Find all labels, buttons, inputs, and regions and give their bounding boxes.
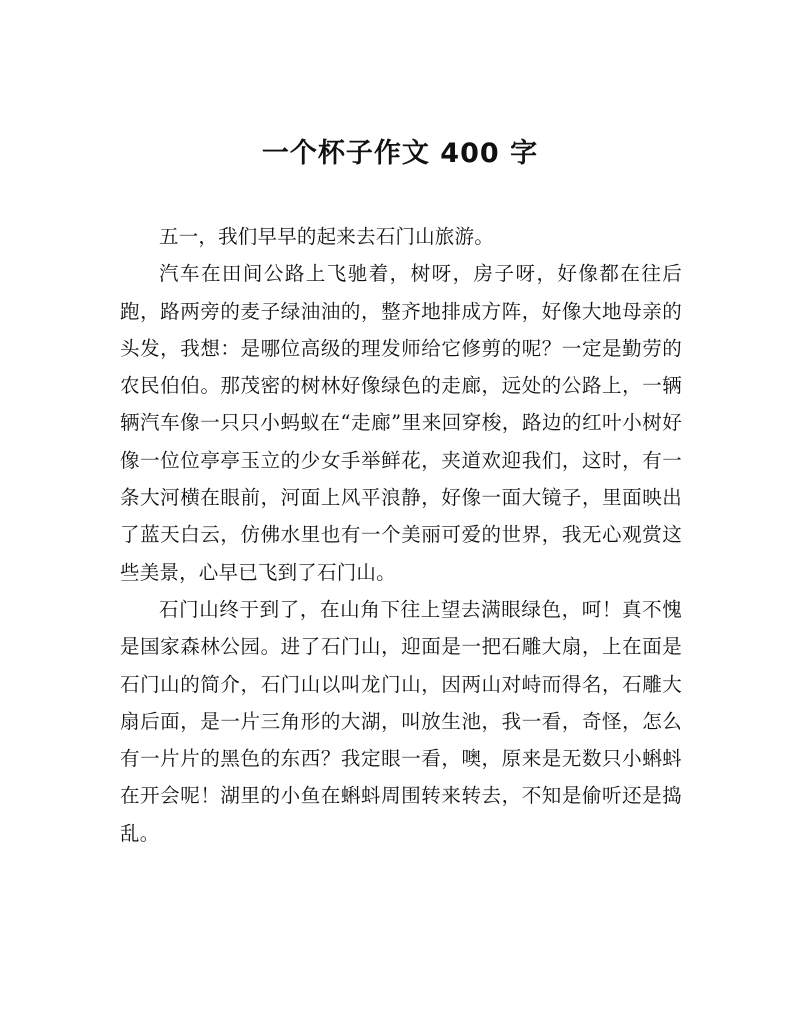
paragraph-2: 汽车在田间公路上飞驰着，树呀，房子呀，好像都在往后跑，路两旁的麦子绿油油的，整齐地排成方阵，好像大地母亲的头发，我想：是哪位高级的理发师给它修剪的呢？一定是勤劳的农民伯伯。那茂密的树林好像绿色的走廊，远处的公路上，一辆辆汽车像一只只小蚂蚁在“走廊”里来回穿梭，路边的红叶小树好像一位位亭亭玉立的少女手举鲜花，夹道欢迎我们，这时，有一条大河横在眼前，河面上风平浪静，好像一面大镜子，里面映出了蓝天白云，仿佛水里也有一个美丽可爱的世界，我无心观赏这些美景，心早已飞到了石门山。	[120, 262, 682, 584]
document-title: 一个杯子作文 400 字	[261, 138, 539, 169]
paragraph-1: 五一，我们早早的起来去石门山旅游。	[159, 225, 494, 248]
paragraph-3: 石门山终于到了，在山角下往上望去满眼绿色，呵！真不愧是国家森林公园。进了石门山，迎面是一把石雕大扇，上在面是石门山的简介，石门山以叫龙门山，因两山对峙而得名，石雕大扇后面，是一片三角形的大湖，叫放生池，我一看，奇怪，怎么有一片片的黑色的东西？我定眼一看，噢，原来是无数只小蝌蚪在开会呢！湖里的小鱼在蝌蚪周围转来转去，不知是偷听还是捣乱。	[120, 597, 682, 845]
document-body	[120, 218, 682, 852]
